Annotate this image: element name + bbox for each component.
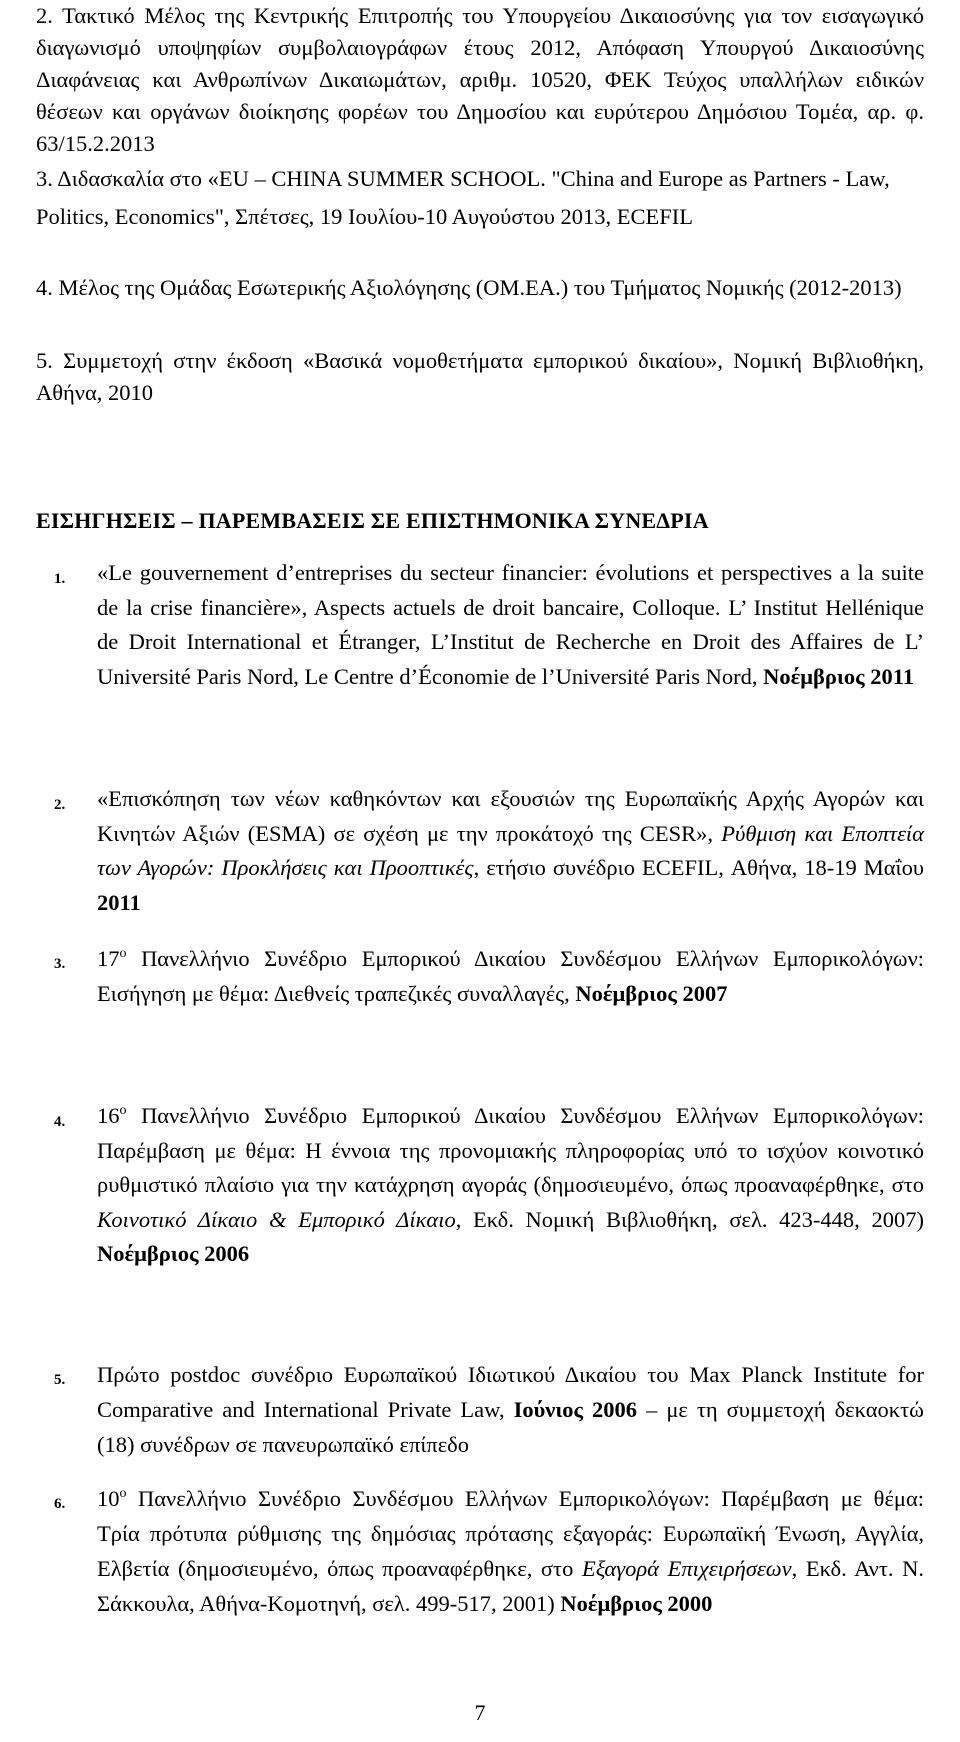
list-item-ordinal-suffix: ο [119, 946, 127, 961]
list-item-number: 3. [36, 166, 53, 191]
list-item [36, 782, 924, 920]
list-item [36, 1481, 924, 1621]
page-number: 7 [474, 1700, 486, 1725]
list-item [36, 345, 924, 409]
list-item-title: Εξαγορά Επιχειρήσεων [581, 1556, 792, 1581]
list-item-text: – με τη συμμετοχή δεκαοκτώ (18) συνέδρων σε πανευρωπαϊκό επίπεδο [97, 1397, 924, 1457]
list-item-title: Ρύθμιση και Εποπτεία των Αγορών: Προκλήσεις και Προοπτικές [97, 820, 924, 880]
list-item-text: Πρώτο postdoc συνέδριο Ευρωπαϊκού Ιδιωτικού Δικαίου του Max Planck Institute for Comparative and International Private Law, [97, 1362, 924, 1422]
list-item-ordinal-suffix: ο [119, 1103, 127, 1118]
list-item-date: Ιούνιος 2006 [513, 1397, 638, 1422]
list-item-text-block [97, 1357, 924, 1462]
list-item-ordinal: 16 [97, 1103, 120, 1128]
list-item-text: Συμμετοχή στην έκδοση «Βασικά νομοθετήματα εμπορικού δικαίου», Νομική Βιβλιοθήκη, Αθήνα, 2010 [36, 348, 924, 405]
list-item-date: Νοέμβριος 2006 [97, 1241, 250, 1267]
list-item-date: Noέμβριος 2011 [763, 663, 914, 689]
list-item-date: Νοέμβριος 2000 [560, 1591, 713, 1616]
list-item [36, 1357, 924, 1462]
list-item-text-block [97, 556, 924, 694]
list-item-ordinal-suffix: ο [119, 1486, 127, 1501]
list-item [36, 0, 924, 160]
list-item-text: Πανελλήνιο Συνέδριο Συνδέσμου Ελλήνων Εμπορικολόγων: Παρέμβαση με θέμα: Τρία πρότυπα ρύθμισης της δημόσιας πρότασης εξαγοράς: Ευρωπαϊκή Ένωση, Αγγλία, Ελβετία (δημοσιευμένο, όπως προαναφέρθηκε, στο [97, 1486, 925, 1581]
list-item-title: Κοινοτικό Δίκαιο & Εμπορικό Δίκαιο [97, 1206, 456, 1232]
list-item-text-block [97, 782, 924, 920]
list-item [36, 160, 924, 236]
list-item-text: Διδασκαλία στο «EU – CHINA SUMMER SCHOOL. "China and Europe as Partners - Law, Politics, Economics", Σπέτσες, 19 Ιουλίου-10 Αυγούστου 2013, ECEFIL [36, 166, 890, 229]
list-item-number: 2. [54, 797, 66, 813]
list-item-number: 2. [36, 3, 53, 28]
list-item-number: 3. [54, 956, 66, 972]
list-item-text: , Εκδ. Νομική Βιβλιοθήκη, σελ. 423-448, 2007) [455, 1206, 924, 1232]
list-item-text: Πανελλήνιο Συνέδριο Εμπορικού Δικαίου Συνδέσμου Ελλήνων Εμπορικολόγων: Παρέμβαση με θέμα: Η έννοια της προνομιακής πληροφορίας υπό το ισχύον κοινοτικό ρυθμιστικό πλαίσιο για την κατάχρηση αγοράς (δημοσιευμένο, όπως προαναφέρθηκε, στο [97, 1103, 924, 1198]
section-heading: ΕΙΣΗΓΗΣΕΙΣ – ΠΑΡΕΜΒΑΣΕΙΣ ΣΕ ΕΠΙΣΤΗΜΟΝΙΚΑ ΣΥΝΕΔΡΙΑ [36, 508, 709, 533]
list-item-text: Τακτικό Μέλος της Κεντρικής Επιτροπής του Υπουργείου Δικαιοσύνης για τον εισαγωγικό διαγωνισμό υποψηφίων συμβολαιογράφων έτους 2012, Απόφαση Υπουργού Δικαιοσύνης Διαφάνειας και Ανθρωπίνων Δικαιωμάτων, αριθμ. 10520, ΦΕΚ Τεύχος υπαλλήλων ειδικών θέσεων και οργάνων διοίκησης φορέων του Δημοσίου και ευρύτερου Δημόσιου Τομέα, αρ. φ. 63/15.2.2013 [36, 3, 925, 156]
list-item-number: 6. [54, 1496, 66, 1512]
list-item-text: , Εκδ. Αντ. Ν. Σάκκουλα, Αθήνα-Κομοτηνή, σελ. 499-517, 2001) [97, 1556, 924, 1616]
list-item-text: Πανελλήνιο Συνέδριο Εμπορικού Δικαίου Συνδέσμου Ελλήνων Εμπορικολόγων: Εισήγηση με θέμα: Διεθνείς τραπεζικές συναλλαγές, [97, 946, 924, 1006]
list-item-text: «Επισκόπηση των νέων καθηκόντων και εξουσιών της Ευρωπαϊκής Αρχής Αγορών και Κινητών Αξιών (ESMA) σε σχέση με την προκάτοχό της CESR», [97, 786, 924, 846]
list-item-text-block [97, 1099, 924, 1272]
list-item-number: 1. [54, 571, 66, 587]
list-item [36, 272, 924, 304]
list-item [36, 1099, 924, 1272]
list-item-ordinal: 10 [97, 1486, 120, 1511]
list-item-number: 5. [54, 1372, 66, 1388]
list-item-text-block [97, 1481, 924, 1621]
list-item-text-block [97, 941, 924, 1011]
list-item [36, 941, 924, 1011]
list-item-ordinal: 17 [97, 946, 120, 971]
list-item-number: 4. [54, 1114, 66, 1130]
list-item-number: 4. [36, 275, 53, 300]
list-item-text: «Le gouvernement d’entreprises du secteur financier: évolutions et perspectives a la suite de la crise financière», Aspects actuels de droit bancaire, Colloque. L’ Institut Hellénique de Droit International et Étranger, L’Institut de Recherche en Droit des Affaires de L’ Université Paris Nord, Le Centre d’Économie de l’Université Paris Nord, [97, 560, 924, 689]
list-item-text: Μέλος της Ομάδας Εσωτερικής Αξιολόγησης (ΟΜ.ΕΑ.) του Τμήματος Νομικής (2012-2013) [58, 275, 902, 300]
list-item-date: 2011 [97, 889, 141, 915]
list-item-number: 5. [36, 348, 53, 373]
list-item [36, 556, 924, 694]
list-item-text: , ετήσιο συνέδριο ECEFIL, Αθήνα, 18-19 Μαΐου [473, 855, 924, 880]
list-item-date: Νοέμβριος 2007 [575, 981, 728, 1006]
